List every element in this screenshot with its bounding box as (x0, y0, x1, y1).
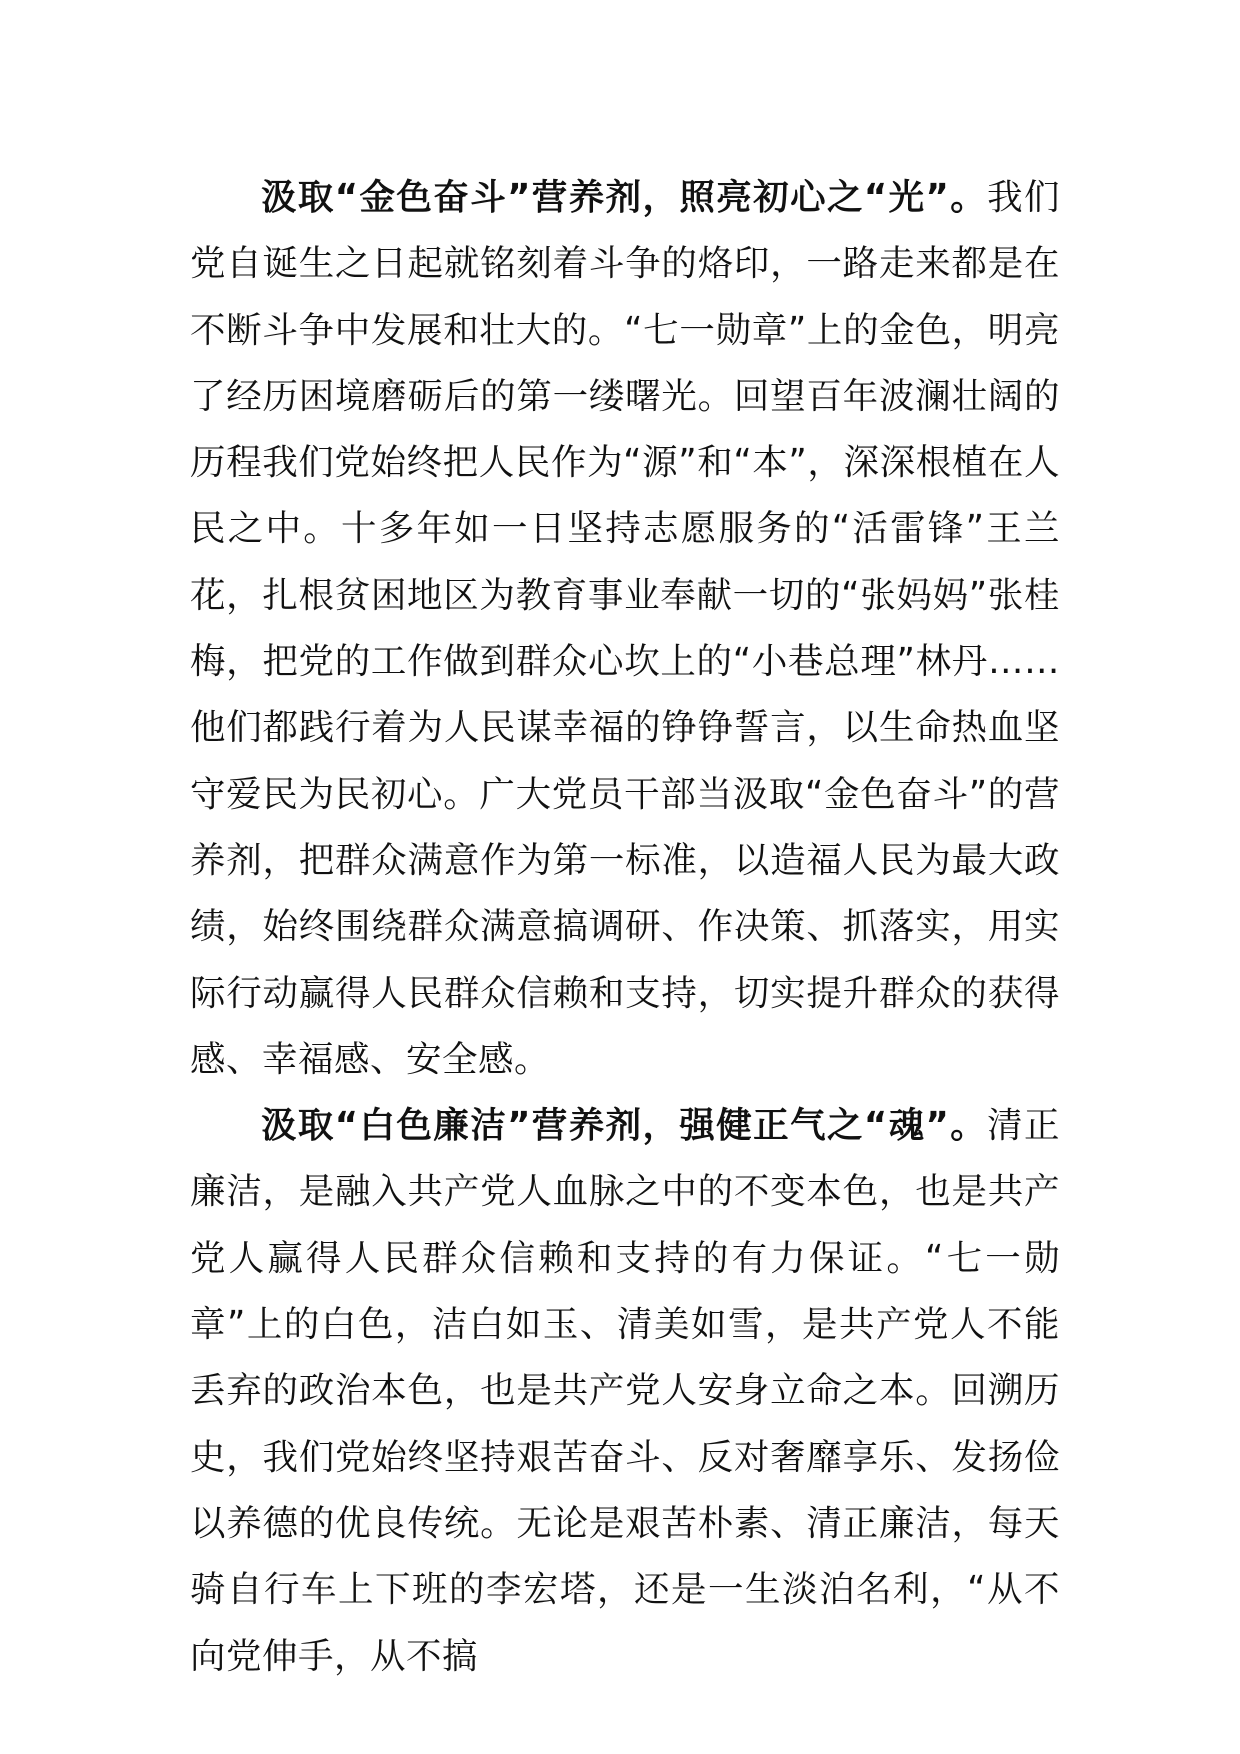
paragraph-heading: 汲取“白色廉洁”营养剂，强健正气之“魂”。 (261, 1105, 988, 1147)
paragraph-text: 清正廉洁，是融入共产党人血脉之中的不变本色，也是共产党人赢得人民群众信赖和支持的有力保证。“七一勋章”上的白色，洁白如玉、清美如雪，是共产党人不能丢弃的政治本色，也是共产党人安身立命之本。回溯历史，我们党始终坚持艰苦奋斗、反对奢靡享乐、发扬俭以养德的优良传统。无论是艰苦朴素、清正廉洁，每天骑自行车上下班的李宏塔，还是一生淡泊名利，“从不向党伸手，从不搞 (190, 1105, 1060, 1677)
paragraph-white (190, 1093, 1060, 1690)
paragraph-gold (190, 165, 1060, 1093)
paragraph-text: 我们党自诞生之日起就铭刻着斗争的烙印，一路走来都是在不断斗争中发展和壮大的。“七一勋章”上的金色，明亮了经历困境磨砺后的第一缕曙光。回望百年波澜壮阔的历程我们党始终把人民作为“源”和“本”，深深根植在人民之中。十多年如一日坚持志愿服务的“活雷锋”王兰花，扎根贫困地区为教育事业奉献一切的“张妈妈”张桂梅，把党的工作做到群众心坎上的“小巷总理”林丹……他们都践行着为人民谋幸福的铮铮誓言，以生命热血坚守爱民为民初心。广大党员干部当汲取“金色奋斗”的营养剂，把群众满意作为第一标准，以造福人民为最大政绩，始终围绕群众满意搞调研、作决策、抓落实，用实际行动赢得人民群众信赖和支持，切实提升群众的获得感、幸福感、安全感。 (190, 177, 1060, 1080)
document-body (190, 165, 1060, 1690)
paragraph-heading: 汲取“金色奋斗”营养剂，照亮初心之“光”。 (261, 177, 988, 218)
